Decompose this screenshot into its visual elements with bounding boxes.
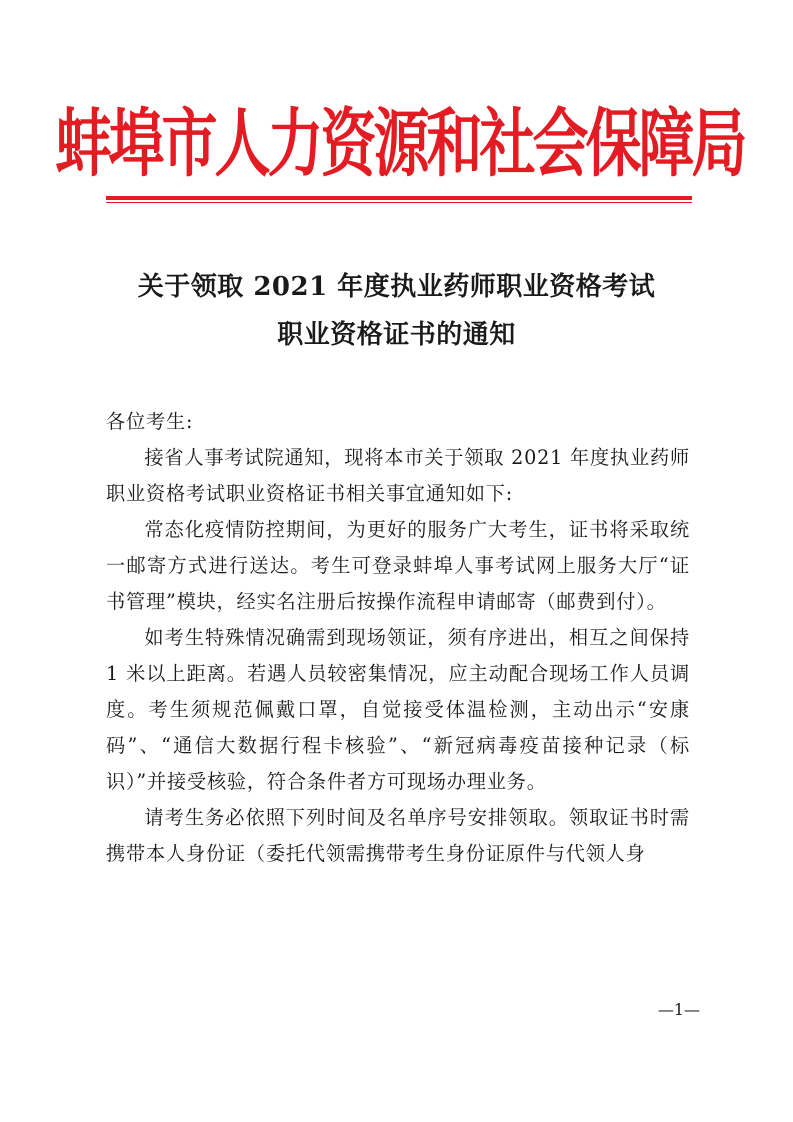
document-title-line-1: 关于领取 2021 年度执业药师职业资格考试: [137, 272, 656, 302]
body-paragraph: 接省人事考试院通知，现将本市关于领取 2021 年度执业药师职业资格考试职业资格证书相关事宜通知如下:: [106, 446, 690, 505]
document-title-line-2: 职业资格证书的通知: [277, 320, 516, 350]
letterhead-red-rule: [106, 196, 692, 200]
agency-name: 蚌埠市人力资源和社会保障局: [55, 101, 745, 188]
page-number: —1—: [657, 1000, 700, 1019]
body-paragraph: 常态化疫情防控期间，为更好的服务广大考生，证书将采取统一邮寄方式进行送达。考生可登录蚌埠人事考试网上服务大厅“证书管理”模块，经实名注册后按操作流程申请邮寄（邮费到付）。: [106, 518, 690, 613]
body-paragraph: 如考生特殊情况确需到现场领证，须有序进出，相互之间保持 1 米以上距离。若遇人员较密集情况，应主动配合现场工作人员调度。考生须规范佩戴口罩，自觉接受体温检测，主动出示“安康码”、“通信大数据行程卡核验”、“新冠病毒疫苗接种记录（标识）”并接受核验，符合条件者方可现场办理业务。: [106, 626, 690, 793]
salutation: 各位考生:: [106, 410, 194, 433]
notice-body: [106, 440, 690, 872]
letterhead-red-rule-thin: [106, 202, 692, 203]
letterhead: [55, 101, 745, 188]
body-paragraph: 请考生务必依照下列时间及名单序号安排领取。领取证书时需携带本人身份证（委托代领需携带考生身份证原件与代领人身: [106, 806, 690, 865]
